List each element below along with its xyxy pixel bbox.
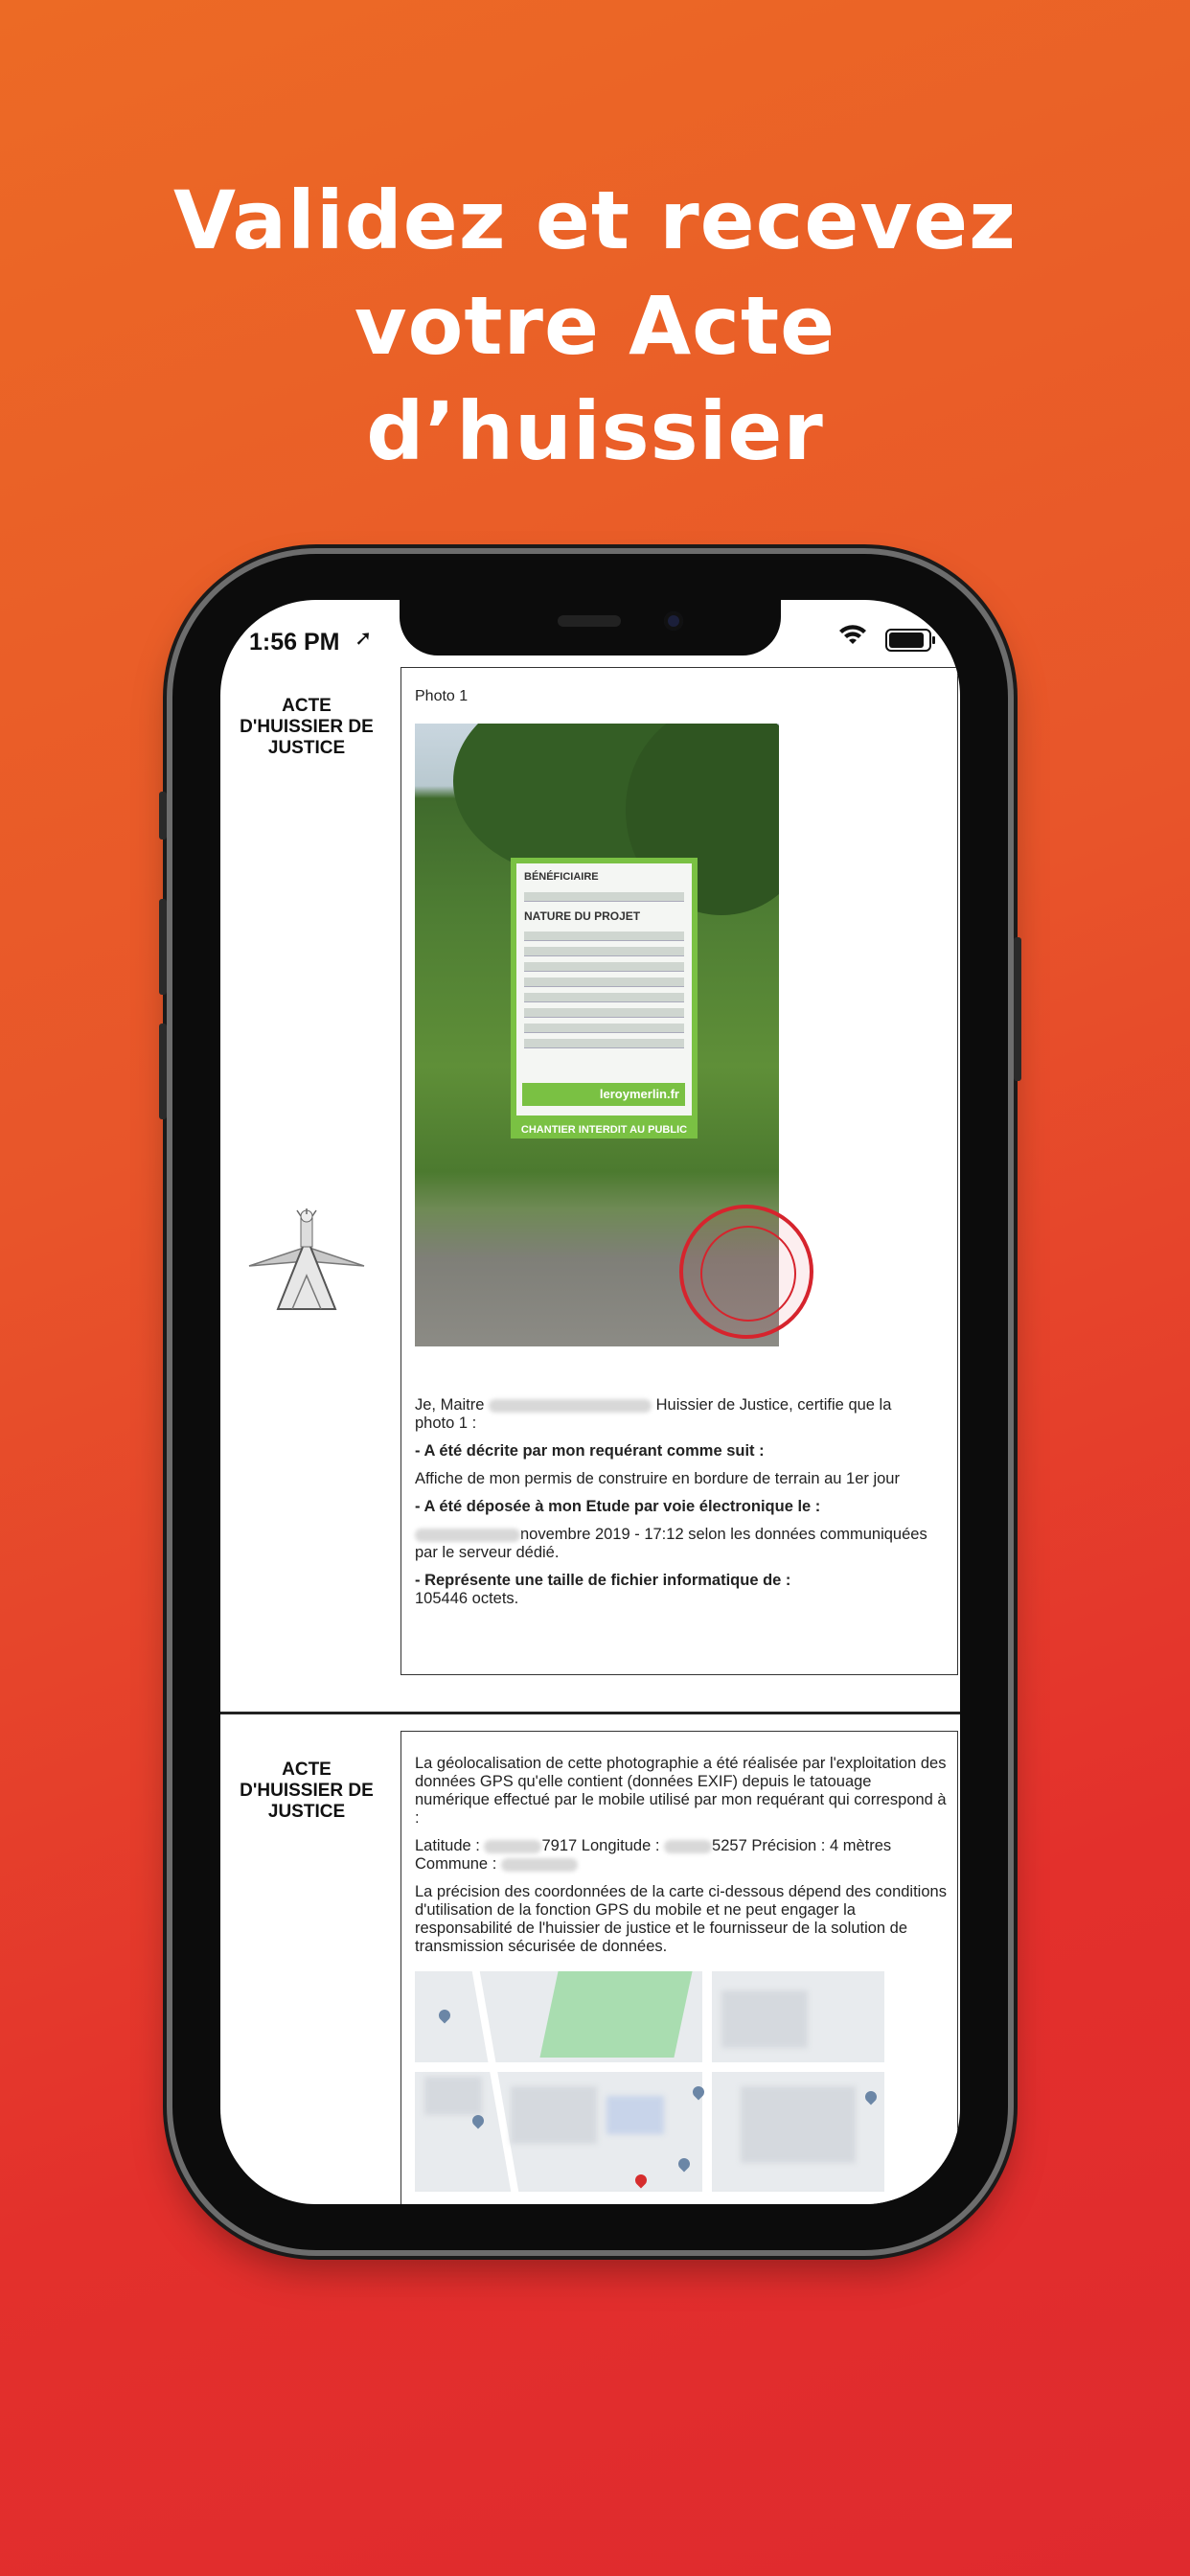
map-building: [511, 2086, 597, 2144]
map-building: [606, 2096, 664, 2134]
deposited-text: par le serveur dédié.: [415, 1544, 560, 1561]
size-heading: - Représente une taille de fichier informatique de :: [415, 1572, 791, 1589]
geo-text: La géolocalisation de cette photographie a été réalisée par l'exploitation des données GPS qu'elle contient (données EXIF) depuis le tatouage numérique effectué par le mobile utilisé par mon requérant qui correspond à :: [415, 1755, 947, 1827]
power-button: [1014, 937, 1021, 1081]
headline-line-1: Validez et recevez: [172, 173, 1018, 267]
map-pin-icon[interactable]: [676, 2156, 693, 2173]
longitude-label: Longitude :: [581, 1837, 660, 1854]
phone-screen: [220, 600, 960, 2204]
map-pin-icon[interactable]: [470, 2113, 487, 2129]
page-1-content-panel: [400, 667, 958, 1675]
notch: [400, 600, 781, 656]
described-text: Affiche de mon permis de construire en bordure de terrain au 1er jour: [415, 1470, 900, 1487]
size-text: 105446 octets.: [415, 1590, 519, 1607]
headline-line-2: votre Acte: [354, 279, 836, 373]
front-camera: [664, 611, 683, 631]
map-road: [415, 2062, 884, 2072]
longitude-value: 5257: [712, 1837, 747, 1854]
sign-line: [524, 892, 684, 902]
speaker-grille: [558, 615, 621, 627]
sign-line: [524, 932, 684, 941]
phone-frame: [172, 554, 1008, 2250]
sign-banner: CHANTIER INTERDIT AU PUBLIC: [511, 1121, 698, 1138]
sign-line: [524, 1024, 684, 1033]
sign-line: [524, 978, 684, 987]
precision-disclaimer: La précision des coordonnées de la carte ci-dessous dépend des conditions d'utilisation de la fonction GPS du mobile et ne peut engager la responsabilité de l'huissier de justice et le fournisseur de la solution de transmission sécurisée de données.: [415, 1883, 947, 1955]
map-road: [702, 1971, 712, 2192]
location-arrow-icon: ➚: [355, 626, 373, 650]
side-title-line: D'HUISSIER DE: [240, 717, 374, 737]
sign-brand: leroymerlin.fr: [522, 1083, 685, 1106]
wifi-icon: [838, 625, 867, 653]
volume-up-button: [159, 899, 167, 995]
map-location-pin-icon[interactable]: [633, 2173, 650, 2189]
geolocation-text: [415, 1755, 948, 1966]
status-time: 1:56 PM: [249, 629, 340, 656]
certification-text: [415, 1396, 951, 1618]
redacted-date: [415, 1529, 520, 1542]
sign-line: [524, 993, 684, 1002]
location-map[interactable]: [415, 1971, 884, 2192]
deposited-heading: - A été déposée à mon Etude par voie électronique le :: [415, 1498, 821, 1515]
map-pin-icon[interactable]: [437, 2008, 453, 2024]
side-title-line: ACTE: [282, 1760, 332, 1780]
map-building: [424, 2077, 482, 2115]
document-page-1: [220, 667, 960, 1750]
side-title-line: ACTE: [282, 696, 332, 716]
redacted-name: [489, 1399, 652, 1413]
sign-line: [524, 962, 684, 972]
side-title-line: JUSTICE: [267, 1802, 346, 1822]
mute-switch: [159, 792, 167, 840]
cert-intro: Huissier de Justice, certifie que la: [655, 1396, 892, 1414]
sign-title: BÉNÉFICIAIRE: [524, 871, 599, 883]
redacted-longitude: [664, 1840, 712, 1853]
page-1-side-title: [220, 696, 393, 759]
map-park: [539, 1971, 692, 2058]
cert-intro: Je, Maitre: [415, 1396, 485, 1414]
construction-permit-sign: [511, 858, 698, 1121]
sign-line: [524, 1039, 684, 1048]
headline-line-3: d’huissier: [366, 384, 824, 478]
cert-intro: photo 1 :: [415, 1414, 477, 1432]
huissier-emblem-icon: [240, 1208, 374, 1323]
described-heading: - A été décrite par mon requérant comme suit :: [415, 1442, 765, 1460]
page-2-side-title: [220, 1760, 393, 1823]
sign-heading: NATURE DU PROJET: [524, 909, 641, 923]
latitude-value: 7917: [541, 1837, 578, 1854]
document-page-2: [220, 1731, 960, 2204]
sign-line: [524, 947, 684, 956]
page-divider: [220, 1712, 960, 1714]
redacted-commune: [501, 1858, 578, 1872]
deposited-text: novembre 2019 - 17:12 selon les données communiquées: [520, 1526, 927, 1543]
side-title-line: D'HUISSIER DE: [240, 1781, 374, 1801]
photo-label: Photo 1: [415, 688, 469, 704]
side-title-line: JUSTICE: [267, 738, 346, 758]
official-stamp: [679, 1205, 813, 1339]
battery-icon: [885, 629, 931, 652]
map-building: [741, 2086, 856, 2163]
latitude-label: Latitude :: [415, 1837, 480, 1854]
redacted-latitude: [484, 1840, 541, 1853]
document-viewer[interactable]: [220, 667, 960, 1955]
sign-line: [524, 1008, 684, 1018]
page-2-content-panel: [400, 1731, 958, 2204]
volume-down-button: [159, 1024, 167, 1119]
precision-value: Précision : 4 mètres: [751, 1837, 892, 1854]
marketing-headline: [0, 168, 1190, 484]
map-building: [721, 1990, 808, 2048]
commune-label: Commune :: [415, 1855, 497, 1873]
map-pin-icon[interactable]: [863, 2089, 880, 2105]
